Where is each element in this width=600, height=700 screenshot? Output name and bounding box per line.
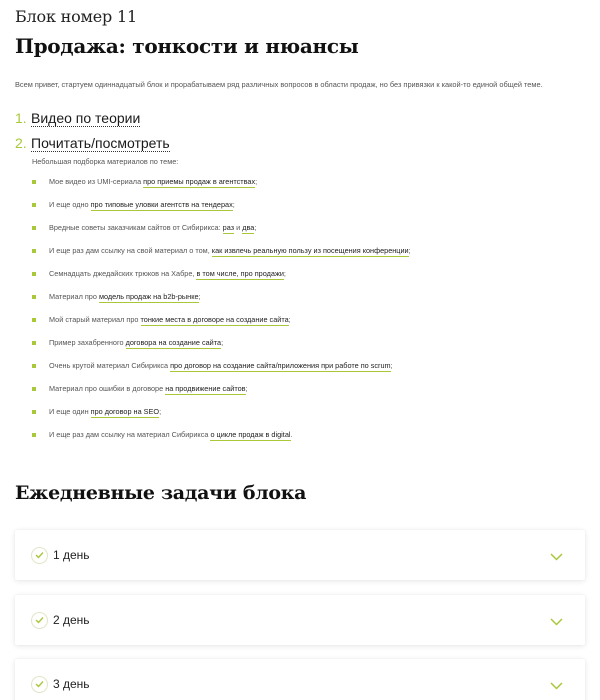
chevron-down-icon[interactable]	[550, 677, 563, 695]
item-text: Пример захабренного	[49, 338, 126, 347]
item-text: Семнадцать джедайских трюков на Хабре,	[49, 269, 197, 278]
materials-intro: Небольшая подборка материалов по теме:	[32, 157, 179, 166]
item-text: И еще один	[49, 407, 91, 416]
page-title: Продажа: тонкости и нюансы	[15, 34, 359, 58]
bullet-square-icon	[32, 180, 36, 184]
section-read-watch[interactable]	[15, 134, 585, 152]
bullet-square-icon	[32, 410, 36, 414]
item-link[interactable]: про договор на SEO	[90, 407, 160, 416]
item-link[interactable]: о цикле продаж в digital	[210, 430, 291, 439]
daily-tasks-title: Ежедневные задачи блока	[15, 482, 307, 504]
intro-text: Всем привет, стартуем одиннадцатый блок и прорабатываем ряд различных вопросов в области продаж, но без привязки к какой-то единой общей теме.	[15, 80, 543, 89]
item-text: ;	[221, 338, 224, 347]
item-text: ;	[255, 177, 258, 186]
item-text: ;	[288, 315, 291, 324]
day-accordion-3[interactable]	[15, 659, 585, 700]
item-link[interactable]: тонкие места в договоре на создание сайта	[140, 315, 289, 324]
list-item	[32, 193, 585, 216]
item-text: И еще раз дам ссылку на материал Сибирикса	[49, 430, 211, 439]
list-item	[32, 285, 585, 308]
list-item	[32, 377, 585, 400]
item-link[interactable]: на продвижение сайтов	[165, 384, 246, 393]
section-label[interactable]: Видео по теории	[31, 110, 141, 126]
list-item	[32, 262, 585, 285]
day-label: 3 день	[53, 677, 90, 691]
item-text: Материал про ошибки в договоре	[49, 384, 166, 393]
item-link[interactable]: про договор на создание сайта/приложения при работе по scrum	[170, 361, 391, 370]
item-text: ;	[159, 407, 162, 416]
check-circle-icon	[31, 612, 48, 629]
list-item	[32, 331, 585, 354]
bullet-square-icon	[32, 433, 36, 437]
block-number: Блок номер 11	[15, 7, 137, 26]
section-number: 2.	[15, 135, 27, 151]
day-label: 2 день	[53, 613, 90, 627]
list-item	[32, 239, 585, 262]
bullet-square-icon	[32, 226, 36, 230]
section-label[interactable]: Почитать/посмотреть	[31, 135, 170, 151]
item-text: ;	[254, 223, 257, 232]
item-text: ;	[390, 361, 393, 370]
bullet-square-icon	[32, 203, 36, 207]
item-text: и	[234, 223, 243, 232]
item-text: Мой старый материал про	[49, 315, 141, 324]
section-number: 1.	[15, 110, 27, 126]
item-link[interactable]: в том числе, про продажи	[196, 269, 284, 278]
item-text: ;	[408, 246, 411, 255]
bullet-square-icon	[32, 318, 36, 322]
list-item	[32, 308, 585, 331]
item-link[interactable]: про типовые уловки агентств на тендерах	[90, 200, 233, 209]
item-text: И еще одно	[49, 200, 91, 209]
item-link[interactable]: два	[242, 223, 255, 232]
item-text: .	[290, 430, 293, 439]
item-link[interactable]: раз	[222, 223, 235, 232]
item-text: ;	[245, 384, 248, 393]
item-link[interactable]: модель продаж на b2b-рынке	[98, 292, 199, 301]
item-link[interactable]: как извлечь реальную пользу из посещения конференции	[211, 246, 409, 255]
bullet-square-icon	[32, 295, 36, 299]
day-accordion-2[interactable]	[15, 595, 585, 645]
bullet-square-icon	[32, 387, 36, 391]
materials-list	[32, 170, 585, 446]
chevron-down-icon[interactable]	[550, 613, 563, 631]
bullet-square-icon	[32, 272, 36, 276]
list-item	[32, 216, 585, 239]
check-circle-icon	[31, 676, 48, 693]
item-text: ;	[232, 200, 235, 209]
list-item	[32, 400, 585, 423]
item-text: Вредные советы заказчикам сайтов от Сибирикса:	[49, 223, 223, 232]
bullet-square-icon	[32, 341, 36, 345]
item-text: ;	[283, 269, 286, 278]
bullet-square-icon	[32, 364, 36, 368]
list-item	[32, 423, 585, 446]
item-text: И еще раз дам ссылку на свой материал о том,	[49, 246, 212, 255]
item-link[interactable]: про приемы продаж в агентствах	[143, 177, 256, 186]
chevron-down-icon[interactable]	[550, 548, 563, 566]
item-text: Материал про	[49, 292, 99, 301]
item-text: Мое видео из UMI-сериала	[49, 177, 144, 186]
section-video-theory[interactable]	[15, 109, 585, 127]
check-circle-icon	[31, 547, 48, 564]
bullet-square-icon	[32, 249, 36, 253]
item-text: ;	[198, 292, 201, 301]
list-item	[32, 170, 585, 193]
item-text: Очень крутой материал Сибирикса	[49, 361, 171, 370]
day-label: 1 день	[53, 548, 90, 562]
day-accordion-1[interactable]	[15, 530, 585, 580]
list-item	[32, 354, 585, 377]
item-link[interactable]: договора на создание сайта	[125, 338, 222, 347]
